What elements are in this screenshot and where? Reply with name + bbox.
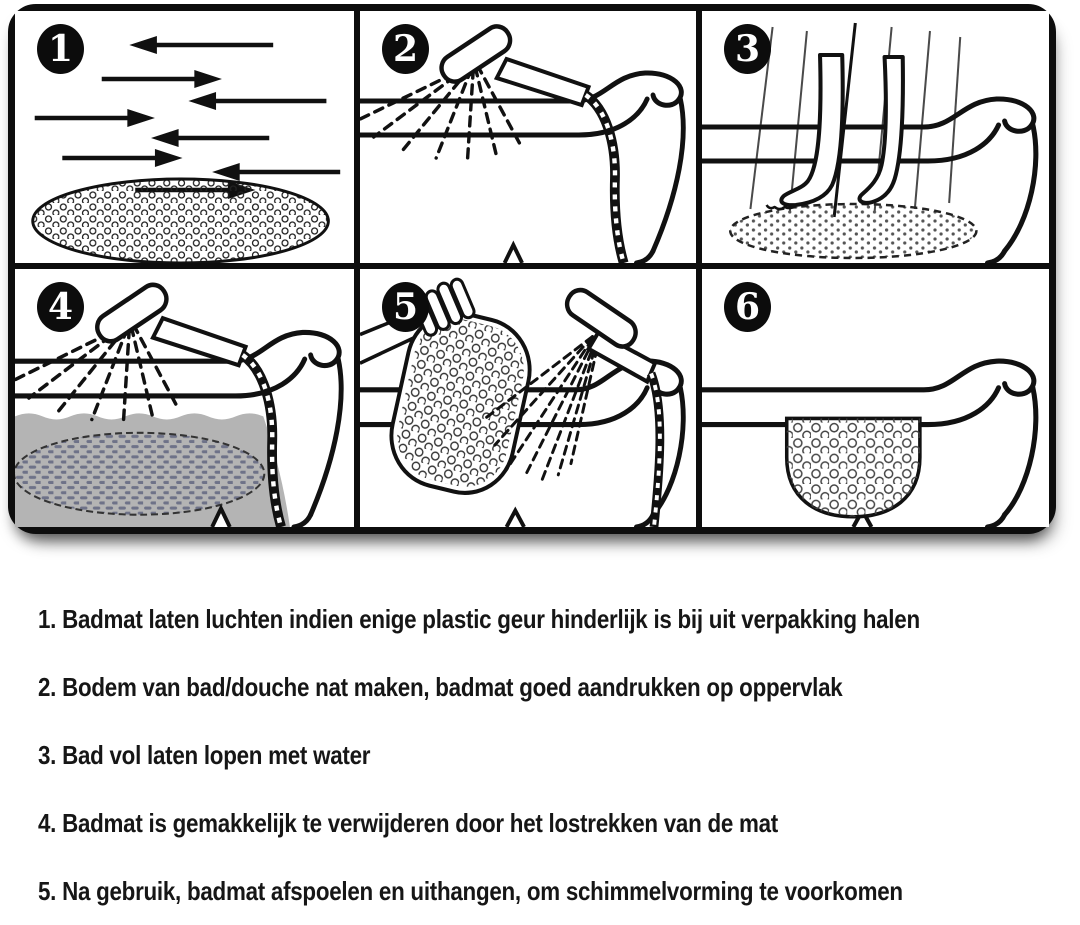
instruction-step-4: 4. Badmat is gemakkelijk te verwijderen door het lostrekken van de mat (38, 808, 778, 838)
figure-panel-3 (702, 11, 1049, 269)
instruction-figure (8, 4, 1056, 534)
step-badge-1: 1 (37, 24, 84, 74)
water-stream-lines-icon (750, 27, 960, 213)
figure-panel-2 (360, 11, 702, 269)
hanging-mat-icon (787, 418, 920, 516)
shower-head-icon (437, 21, 624, 263)
bath-mat-icon (33, 179, 329, 263)
step-badge-4: 4 (37, 282, 84, 332)
instruction-step-2: 2. Bodem van bad/douche nat maken, badmat goed aandrukken op oppervlak (38, 672, 843, 702)
shower-hose-icon (586, 95, 624, 263)
held-mat-icon (382, 302, 540, 503)
instruction-step-5: 5. Na gebruik, badmat afspoelen en uithangen, om schimmelvorming te voorkomen (38, 876, 903, 906)
step-badge-3: 3 (724, 24, 771, 74)
instruction-step-1: 1. Badmat laten luchten indien enige plastic geur hinderlijk is bij uit verpakking halen (38, 604, 920, 634)
instruction-list (38, 585, 1070, 925)
step-badge-6: 6 (724, 282, 771, 332)
instruction-step-3: 3. Bad vol laten lopen met water (38, 740, 371, 770)
figure-panel-5 (360, 269, 702, 527)
figure-panel-4 (15, 269, 360, 527)
figure-panel-1 (15, 11, 360, 269)
bath-mat-icon (730, 204, 976, 258)
step-badge-2: 2 (382, 24, 429, 74)
bathtub-icon (360, 73, 683, 263)
step-badge-5: 5 (382, 282, 429, 332)
figure-panel-6 (702, 269, 1049, 527)
submerged-mat-icon (15, 433, 264, 515)
